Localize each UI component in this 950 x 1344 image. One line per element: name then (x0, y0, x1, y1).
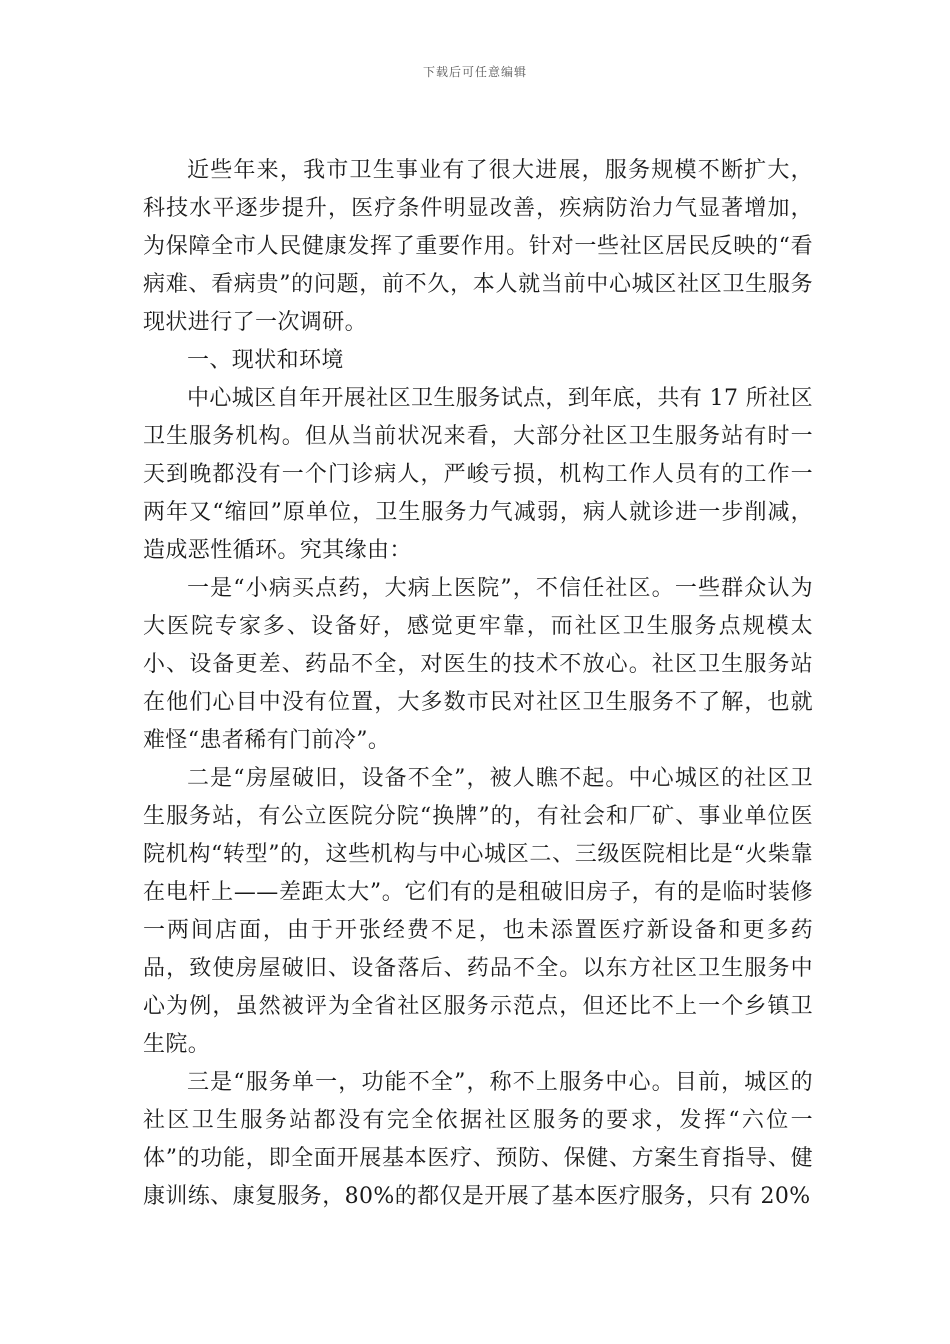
section-heading: 一、现状和环境 (187, 348, 344, 373)
paragraph-status: 中心城区自年开展社区卫生服务试点，到年底，共有 17 所社区卫生服务机构。但从当前状况来看，大部分社区卫生服务站有时一天到晚都没有一个门诊病人，严峻亏损，机构工作人员有的工作一两年又“缩回”原单位，卫生服务力气减弱，病人就诊进一步削减，造成恶性循环。究其缘由： (143, 386, 813, 563)
paragraph-reason-three: 三是“服务单一，功能不全”，称不上服务中心。目前，城区的社区卫生服务站都没有完全依据社区服务的要求，发挥“六位一体”的功能，即全面开展基本医疗、预防、保健、方案生育指导、健康训练、康复服务，80%的都仅是开展了基本医疗服务，只有 20% (143, 1070, 813, 1209)
paragraph-intro: 近些年来，我市卫生事业有了很大进展，服务规模不断扩大，科技水平逐步提升，医疗条件明显改善，疾病防治力气显著增加，为保障全市人民健康发挥了重要作用。针对一些社区居民反映的“看病难、看病贵”的问题，前不久，本人就当前中心城区社区卫生服务现状进行了一次调研。 (143, 158, 813, 335)
page-header-note: 下载后可任意编辑 (422, 65, 527, 79)
paragraph-reason-one: 一是“小病买点药，大病上医院”，不信任社区。一些群众认为大医院专家多、设备好，感觉更牢靠，而社区卫生服务点规模太小、设备更差、药品不全，对医生的技术不放心。社区卫生服务站在他们心目中没有位置，大多数市民对社区卫生服务不了解，也就难怪“患者稀有门前冷”。 (143, 576, 813, 753)
paragraph-reason-two: 二是“房屋破旧，设备不全”，被人瞧不起。中心城区的社区卫生服务站，有公立医院分院“换牌”的，有社会和厂矿、事业单位医院机构“转型”的，这些机构与中心城区二、三级医院相比是“火柴靠在电杆上——差距太大”。它们有的是租破旧房子，有的是临时装修一两间店面，由于开张经费不足，也未添置医疗新设备和更多药品，致使房屋破旧、设备落后、药品不全。以东方社区卫生服务中心为例，虽然被评为全省社区服务示范点，但还比不上一个乡镇卫生院。 (143, 766, 813, 1057)
document-body (143, 152, 813, 1216)
